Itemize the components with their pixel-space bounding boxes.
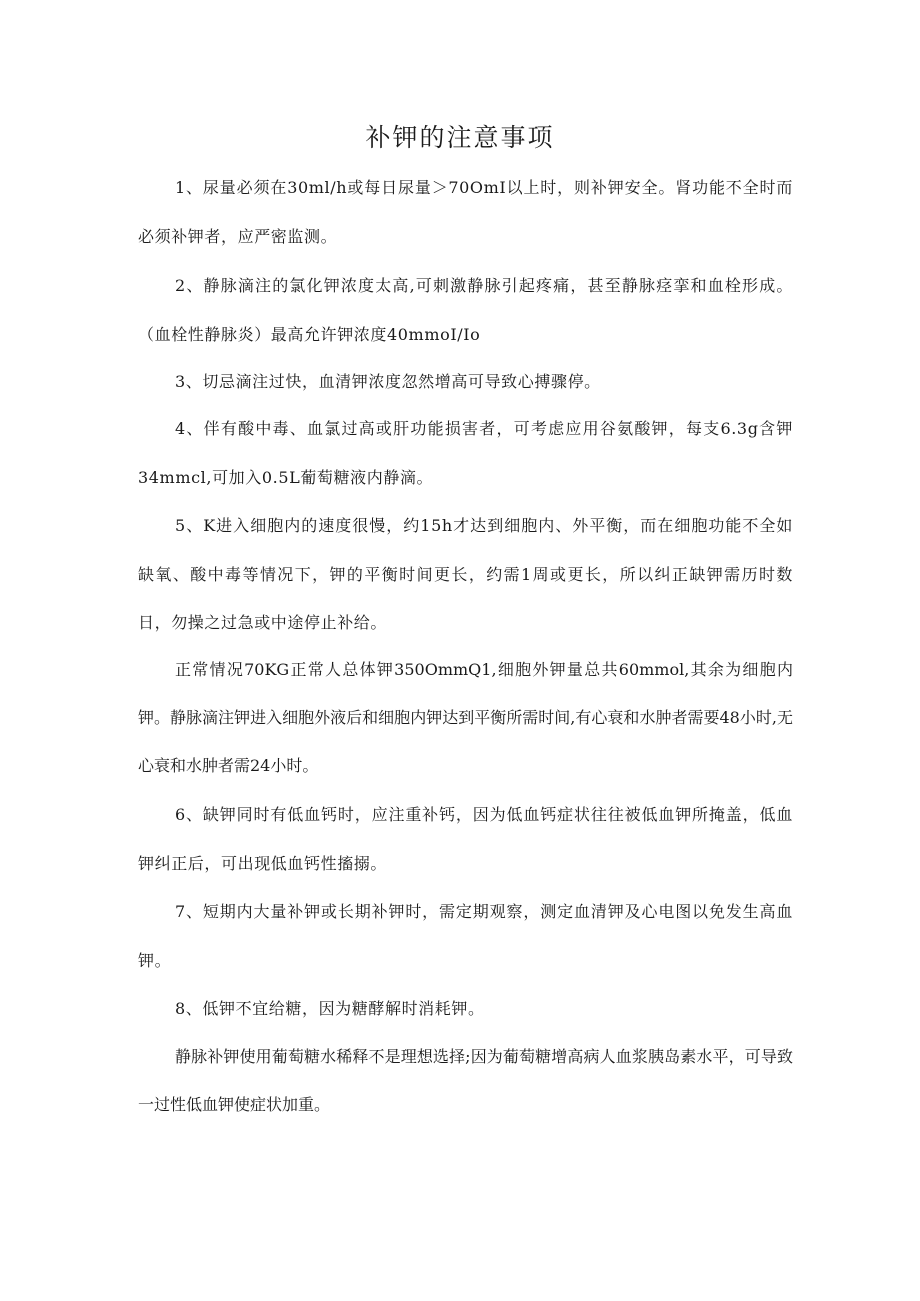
paragraph-7: 7、短期内大量补钾或长期补钾时，需定期观察，测定血清钾及心电图以免发生高血钾。 bbox=[138, 902, 793, 970]
document-title: 补钾的注意事项 bbox=[365, 123, 555, 152]
paragraph-glucose-note: 静脉补钾使用葡萄糖水稀释不是理想选择;因为葡萄糖增高病人血浆胰岛素水平，可导致一过性低血钾使症状加重。 bbox=[138, 1047, 793, 1114]
paragraph-6: 6、缺钾同时有低血钙时，应注重补钙，因为低血钙症状往往被低血钾所掩盖，低血钾纠正后，可出现低血钙性搐搦。 bbox=[138, 805, 793, 873]
paragraph-2: 2、静脉滴注的氯化钾浓度太高,可刺激静脉引起疼痛，甚至静脉痉挛和血栓形成。（血栓性静脉炎）最高允许钾浓度40mmoI/Io bbox=[138, 276, 793, 344]
paragraph-5: 5、K进入细胞内的速度很慢，约15h才达到细胞内、外平衡，而在细胞功能不全如缺氧、酸中毒等情况下，钾的平衡时间更长，约需1周或更长，所以纠正缺钾需历时数日，勿操之过急或中途停止补给。 bbox=[138, 516, 793, 632]
paragraph-normal-condition: 正常情况70KG正常人总体钾350OmmQ1,细胞外钾量总共60mmol,其余为细胞内钾。静脉滴注钾进入细胞外液后和细胞内钾达到平衡所需时间,有心衰和水肿者需要48小时,无心衰和水肿者需24小时。 bbox=[138, 660, 793, 775]
paragraph-4: 4、伴有酸中毒、血氯过高或肝功能损害者，可考虑应用谷氨酸钾，每支6.3g含钾34mmcl,可加入0.5L葡萄糖液内静滴。 bbox=[138, 419, 793, 487]
paragraph-3: 3、切忌滴注过快，血清钾浓度忽然增高可导致心搏骤停。 bbox=[175, 372, 601, 391]
paragraph-1: 1、尿量必须在30ml/h或每日尿量＞70OmI以上时，则补钾安全。肾功能不全时而必须补钾者，应严密监测。 bbox=[138, 178, 793, 246]
paragraph-8: 8、低钾不宜给糖，因为糖酵解时消耗钾。 bbox=[175, 999, 485, 1018]
